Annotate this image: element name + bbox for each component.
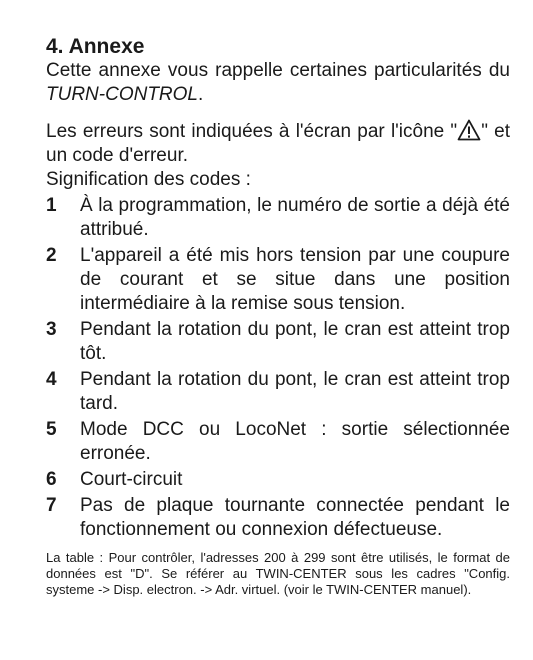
error-code-description: L'appareil a été mis hors tension par une coupure de courant et se situe dans une position intermédiaire à la remise sous tension. [80, 245, 510, 314]
error-code-number: 1 [46, 195, 57, 216]
signification-label: Signification des codes : [46, 169, 251, 190]
errors-text-before: Les erreurs sont indiquées à l'écran par l'icône " [46, 121, 458, 142]
section-title: 4. Annexe [46, 35, 145, 58]
error-code-description: Pendant la rotation du pont, le cran est atteint trop tard. [80, 369, 510, 414]
error-code-list [46, 194, 510, 542]
error-code-number: 2 [46, 245, 57, 266]
annexe-page [46, 34, 510, 598]
error-code-item [46, 468, 510, 492]
error-code-number: 6 [46, 469, 57, 490]
error-code-description: Pendant la rotation du pont, le cran est atteint trop tôt. [80, 319, 510, 364]
intro-end: . [198, 84, 204, 105]
error-code-number: 5 [46, 419, 57, 440]
error-code-item [46, 368, 510, 416]
footnote: La table : Pour contrôler, l'adresses 200 à 299 sont être utilisés, le format de données est "D". Se référer au TWIN-CENTER sous les cadres "Config. systeme -> Disp. electron. -> Adr. virtuel. (voir le TWIN-CENTER manuel). [46, 550, 510, 597]
error-code-description: Mode DCC ou LocoNet : sortie sélectionnée erronée. [80, 419, 510, 464]
error-code-item [46, 418, 510, 466]
error-code-number: 3 [46, 319, 57, 340]
error-code-description: Pas de plaque tournante connectée pendant le fonctionnement ou connexion défectueuse. [80, 495, 510, 540]
error-code-number: 4 [46, 369, 57, 390]
intro-text: Cette annexe vous rappelle certaines particularités du [46, 60, 510, 81]
error-code-number: 7 [46, 495, 57, 516]
error-code-description: À la programmation, le numéro de sortie a déjà été attribué. [80, 195, 510, 240]
intro-paragraph [46, 59, 510, 107]
error-code-item [46, 244, 510, 316]
error-code-item [46, 194, 510, 242]
error-code-item [46, 318, 510, 366]
intro-product-name: TURN-CONTROL [46, 84, 198, 105]
error-code-item [46, 494, 510, 542]
error-code-description: Court-circuit [80, 469, 183, 490]
errors-paragraph [46, 119, 510, 168]
errors-text-after: " et un code d'erreur. [46, 121, 510, 166]
warning-icon [457, 119, 481, 141]
